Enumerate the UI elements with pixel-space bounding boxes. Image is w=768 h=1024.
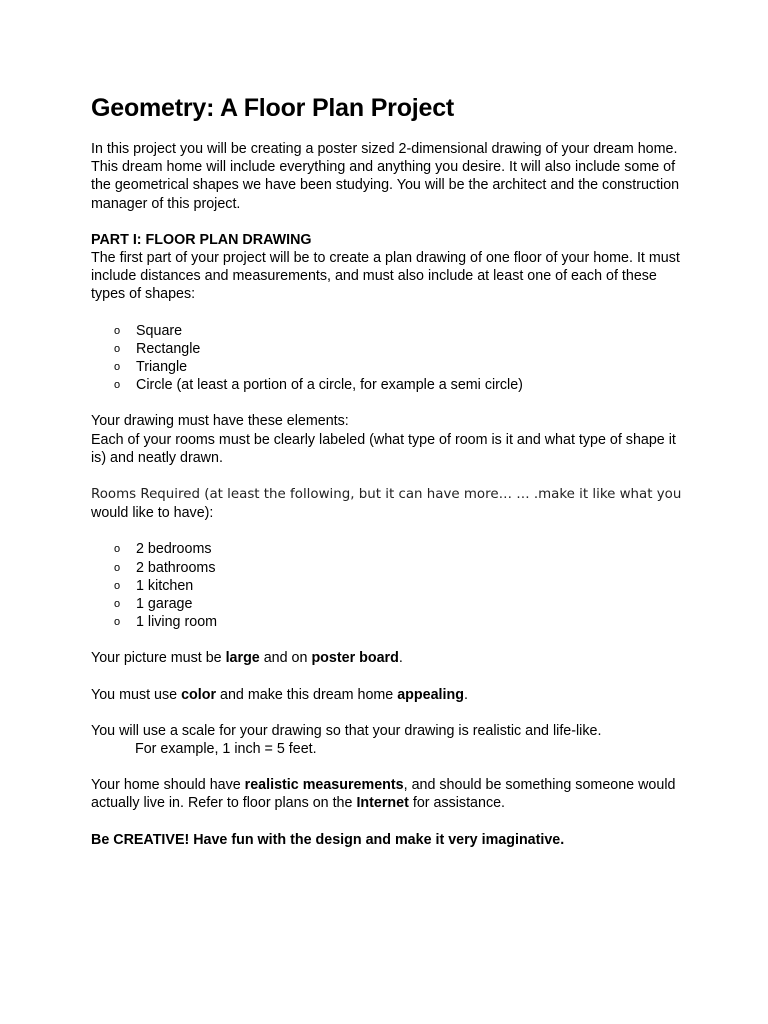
bullet-icon: o (114, 598, 121, 611)
rooms-list (91, 540, 691, 631)
color-paragraph: You must use color and make this dream home appealing. (91, 686, 468, 703)
elements-heading: Your drawing must have these elements: (91, 413, 349, 430)
list-item: o 2 bedrooms (114, 541, 212, 558)
measurements-paragraph: Your home should have realistic measurements, and should be something someone would actually live in. Refer to floor plans on the Internet for assistance. (91, 777, 676, 812)
bullet-icon: o (114, 379, 121, 392)
poster-paragraph: Your picture must be large and on poster board. (91, 650, 403, 667)
bullet-icon: o (114, 361, 121, 374)
elements-paragraph: Each of your rooms must be clearly labeled (what type of room is it and what type of shape it is) and neatly drawn. (91, 431, 676, 466)
list-item: o 2 bathrooms (114, 559, 216, 576)
list-item: o Square (114, 322, 183, 339)
list-item: o Circle (at least a portion of a circle, for example a semi circle) (114, 377, 523, 394)
bullet-icon: o (114, 579, 121, 592)
bullet-icon: o (114, 543, 121, 556)
part1-heading: PART I: FLOOR PLAN DRAWING (91, 231, 312, 248)
shapes-list (91, 322, 691, 395)
bullet-icon: o (114, 342, 121, 355)
list-item: o 1 garage (114, 596, 193, 613)
part1-paragraph: The first part of your project will be to create a plan drawing of one floor of your home. It must include distances and measurements, and must also include at least one of each of these types of shapes: (91, 250, 680, 303)
list-item: o Rectangle (114, 340, 201, 357)
intro-paragraph: In this project you will be creating a poster sized 2-dimensional drawing of your dream home. This dream home will include everything and anything you desire. It will also include some of the geometrical shapes we have been studying. You will be the architect and the construction manager of this project. (91, 141, 680, 212)
document-title: Geometry: A Floor Plan Project (91, 94, 455, 122)
list-item: o 1 kitchen (114, 577, 194, 594)
rooms-lead: Rooms Required (at least the following, but it can have more… … .make it like what you would like to have): (91, 487, 682, 522)
bullet-icon: o (114, 616, 121, 629)
bullet-icon: o (114, 324, 121, 337)
document-page (91, 93, 691, 849)
scale-paragraph: You will use a scale for your drawing so that your drawing is realistic and life-like. (91, 722, 602, 739)
list-item: o Triangle (114, 359, 188, 376)
list-item: o 1 living room (114, 614, 218, 631)
closing-statement: Be CREATIVE! Have fun with the design and make it very imaginative. (91, 831, 565, 848)
scale-example: For example, 1 inch = 5 feet. (135, 741, 317, 758)
bullet-icon: o (114, 561, 121, 574)
